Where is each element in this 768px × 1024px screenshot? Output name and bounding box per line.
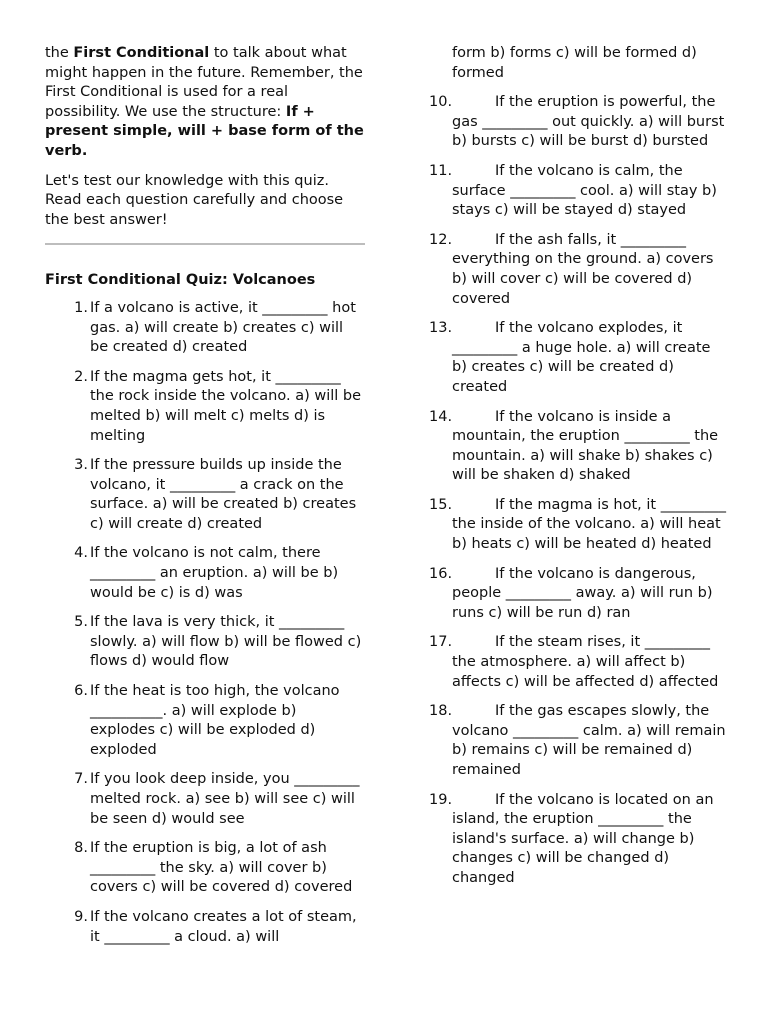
question-number: 10. bbox=[429, 94, 453, 111]
question-item bbox=[429, 565, 729, 624]
question-item bbox=[45, 368, 365, 446]
quiz-instructions: Let's test our knowledge with this quiz. Read each question carefully and choose the best answer! bbox=[45, 172, 344, 228]
left-column bbox=[45, 44, 365, 957]
question-text: If the magma is hot, it _________ the inside of the volcano. a) will heat b) heats c) will be heated d) heated bbox=[452, 496, 726, 553]
question-text: If the magma gets hot, it _________ the rock inside the volcano. a) will be melted b) will melt c) melts d) is melting bbox=[90, 368, 362, 444]
question-number: 2. bbox=[74, 368, 88, 385]
question-text: If the volcano explodes, it _________ a huge hole. a) will create b) creates c) will be created d) created bbox=[452, 320, 711, 395]
question-list-right bbox=[429, 93, 729, 888]
question-number: 4. bbox=[74, 545, 88, 562]
question-text: If the ash falls, it _________ everything on the ground. a) covers b) will cover c) will be covered d) covered bbox=[452, 231, 714, 307]
intro-text-middle: to talk about what might happen in the future. Remember, the First Conditional is used for a real possibility. We use the structure: bbox=[45, 45, 363, 120]
question-number: 18. bbox=[429, 703, 453, 720]
question-number: 16. bbox=[429, 565, 453, 582]
question-item bbox=[45, 770, 365, 829]
question-text: If the pressure builds up inside the volcano, it _________ a crack on the surface. a) will be created b) creates c) will create d) created bbox=[90, 457, 357, 532]
question-number: 9. bbox=[74, 908, 88, 925]
intro-text-start: the bbox=[45, 45, 74, 61]
question-number: 7. bbox=[74, 771, 88, 788]
intro-bold-structure: If + present simple, will + base form of the verb. bbox=[45, 103, 364, 159]
question-text: If the heat is too high, the volcano __________. a) will explode b) explodes c) will be exploded d) exploded bbox=[90, 683, 340, 758]
question-9-continuation: form b) forms c) will be formed d) formed bbox=[452, 45, 697, 81]
question-text: If the lava is very thick, it _________ slowly. a) will flow b) will be flowed c) flows d) would flow bbox=[90, 614, 362, 670]
question-item bbox=[429, 231, 729, 309]
question-item bbox=[45, 544, 365, 603]
right-column bbox=[429, 44, 729, 899]
question-item bbox=[429, 408, 729, 486]
question-number: 19. bbox=[429, 791, 453, 808]
question-number: 11. bbox=[429, 162, 453, 179]
question-item bbox=[429, 791, 729, 889]
question-item bbox=[429, 162, 729, 221]
question-text: If the volcano is not calm, there _________ an eruption. a) will be b) would be c) is d) was bbox=[90, 545, 339, 601]
question-text: If the volcano is calm, the surface _________ cool. a) will stay b) stays c) will be stayed d) stayed bbox=[452, 162, 717, 219]
question-text: If a volcano is active, it _________ hot gas. a) will create b) creates c) will be created d) created bbox=[90, 299, 356, 356]
question-item bbox=[429, 93, 729, 152]
question-item bbox=[45, 908, 365, 947]
question-text: If the eruption is powerful, the gas _________ out quickly. a) will burst b) bursts c) will be burst d) bursted bbox=[452, 94, 725, 150]
question-item bbox=[45, 456, 365, 534]
question-item bbox=[45, 682, 365, 760]
question-item bbox=[429, 702, 729, 780]
question-number: 6. bbox=[74, 683, 88, 700]
question-number: 14. bbox=[429, 408, 453, 425]
section-divider bbox=[45, 243, 365, 245]
question-item bbox=[45, 839, 365, 898]
question-number: 15. bbox=[429, 496, 453, 513]
question-number: 5. bbox=[74, 614, 88, 631]
intro-bold-term: First Conditional bbox=[73, 45, 210, 61]
question-item bbox=[429, 496, 729, 555]
question-number: 12. bbox=[429, 231, 453, 248]
intro-paragraph bbox=[45, 44, 365, 162]
question-text: If the volcano creates a lot of steam, it _________ a cloud. a) will bbox=[90, 908, 357, 945]
question-list-left bbox=[45, 299, 365, 947]
question-text: If the volcano is located on an island, the eruption _________ the island's surface. a) will change b) changes c) will be changed d) changed bbox=[452, 791, 714, 886]
question-text: If the volcano is dangerous, people _________ away. a) will run b) runs c) will be run d) ran bbox=[452, 565, 713, 621]
question-text: If the eruption is big, a lot of ash _________ the sky. a) will cover b) covers c) will be covered d) covered bbox=[90, 840, 353, 896]
question-item bbox=[429, 319, 729, 397]
quiz-title: First Conditional Quiz: Volcanoes bbox=[45, 272, 316, 289]
question-number: 3. bbox=[74, 457, 88, 474]
question-text: If the gas escapes slowly, the volcano _________ calm. a) will remain b) remains c) will be remained d) remained bbox=[452, 703, 726, 778]
question-number: 1. bbox=[74, 299, 88, 316]
question-number: 13. bbox=[429, 320, 453, 337]
question-item bbox=[45, 299, 365, 358]
question-item bbox=[45, 613, 365, 672]
question-text: If you look deep inside, you _________ melted rock. a) see b) will see c) will be seen d) would see bbox=[90, 771, 360, 827]
question-number: 8. bbox=[74, 840, 88, 857]
question-text: If the steam rises, it _________ the atmosphere. a) will affect b) affects c) will be affected d) affected bbox=[452, 634, 719, 690]
question-text: If the volcano is inside a mountain, the eruption _________ the mountain. a) will shake b) shakes c) will be shaken d) shaked bbox=[452, 408, 719, 484]
question-number: 17. bbox=[429, 634, 453, 651]
question-item bbox=[429, 633, 729, 692]
